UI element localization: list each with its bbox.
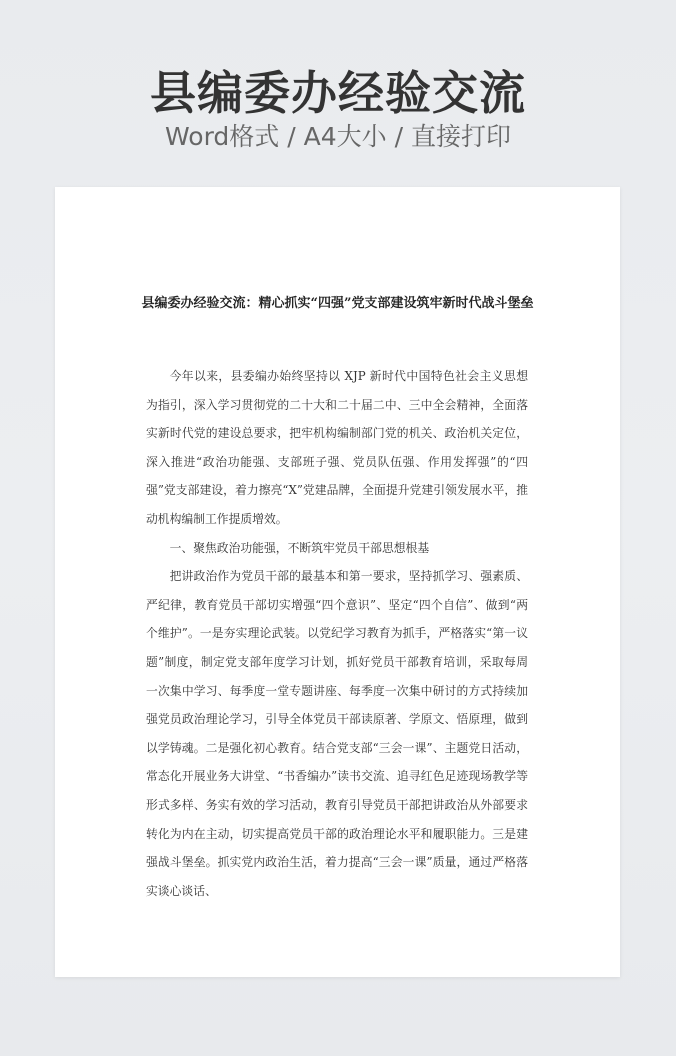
document-body bbox=[146, 362, 528, 905]
section-heading: 一、聚焦政治功能强，不断筑牢党员干部思想根基 bbox=[169, 540, 430, 555]
banner-title: 县编委办经验交流 bbox=[150, 66, 526, 120]
paragraph-intro: 今年以来，县委编办始终坚持以 XJP 新时代中国特色社会主义思想为指引，深入学习贯彻党的二十大和二十届二中、三中全会精神，全面落实新时代党的建设总要求，把牢机构编制部门党的机关、政治机关定位，深入推进“政治功能强、支部班子强、党员队伍强、作用发挥强”的“四强”党支部建设，着力擦亮“X”党建品牌，全面提升党建引领发展水平，推动机构编制工作提质增效。 bbox=[146, 369, 528, 526]
document-title: 县编委办经验交流：精心抓实“四强”党支部建设筑牢新时代战斗堡垒 bbox=[141, 296, 534, 311]
banner-subtitle: Word格式 / A4大小 / 直接打印 bbox=[165, 122, 511, 151]
paragraph-section-1: 把讲政治作为党员干部的最基本和第一要求，坚持抓学习、强素质、严纪律，教育党员干部切实增强“四个意识”、坚定“四个自信”、做到“两个维护”。一是夯实理论武装。以党纪学习教育为抓手，严格落实“第一议题”制度，制定党支部年度学习计划，抓好党员干部教育培训，采取每周一次集中学习、每季度一堂专题讲座、每季度一次集中研讨的方式持续加强党员政治理论学习，引导全体党员干部读原著、学原文、悟原理，做到以学铸魂。二是强化初心教育。结合党支部“三会一课”、主题党日活动，常态化开展业务大讲堂、“书香编办”读书交流、追寻红色足迹现场教学等形式多样、务实有效的学习活动，教育引导党员干部把讲政治从外部要求转化为内在主动，切实提高党员干部的政治理论水平和履职能力。三是建强战斗堡垒。抓实党内政治生活，着力提高“三会一课”质量，通过严格落实谈心谈话、 bbox=[146, 569, 528, 898]
document-page bbox=[55, 187, 620, 977]
